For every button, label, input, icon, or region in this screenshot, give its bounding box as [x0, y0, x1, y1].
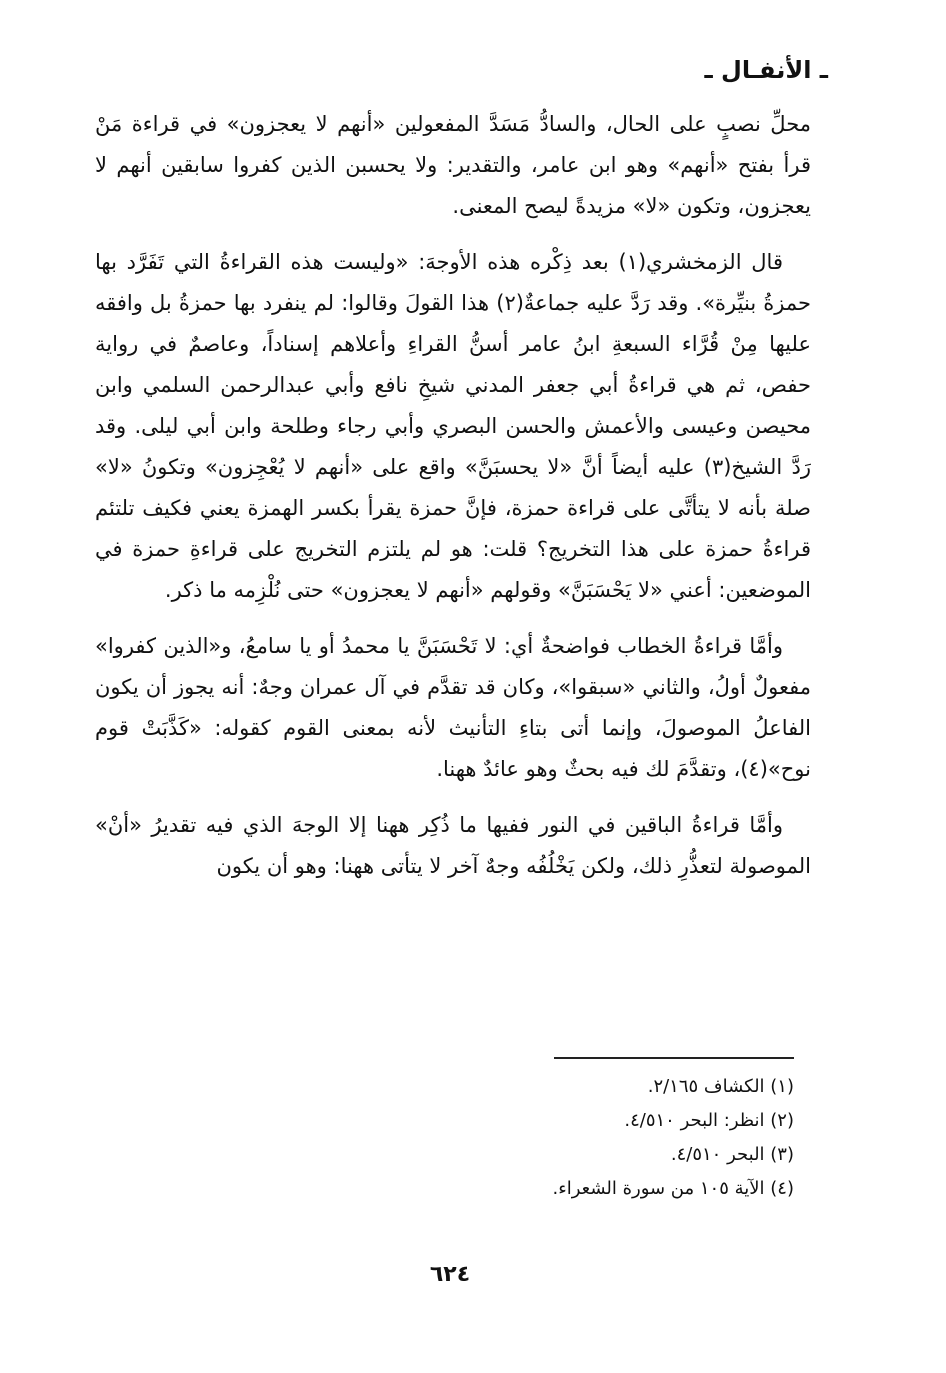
paragraph-2: قال الزمخشري(١) بعد ذِكْره هذه الأوجهَ: «وليست هذه القراءةُ التي تَفَرَّد بها حمزةُ بنيِّرة». وقد رَدَّ عليه جماعةٌ(٢) هذا القولَ وقالوا: لم ينفرد بها حمزةُ بل وافقه عليها مِنْ قُرَّاء السبعةِ ابنُ عامر أسنُّ القراءِ وأعلاهم إسناداً، وعاصمٌ في رواية حفص، ثم هي قراءةُ أبي جعفر المدني شيخِ نافع وأبي عبدالرحمن السلمي وابن محيصن وعيسى والأعمش والحسن البصري وأبي رجاء وطلحة وابن أبي ليلى. وقد رَدَّ الشيخ(٣) عليه أيضاً أنَّ «لا يحسبَنَّ» واقع على «أنهم لا يُعْجِزون» وتكونُ «لا» صلة بأنه لا يتأتَّى على قراءة حمزة، فإنَّ حمزة يقرأ بكسر الهمزة يعني فكيف تلتئم قراءةُ حمزة على هذا التخريج؟ قلت: هو لم يلتزم التخريج على قراءةِ حمزة في الموضعين: أعني «لا يَحْسَبَنَّ» وقولهم «أنهم لا يعجزون» حتى نُلْزِمه ما ذكر.: [95, 250, 812, 602]
running-header: ـ الأنفـال ـ: [704, 56, 828, 84]
footnotes: [274, 1070, 794, 1206]
paragraph-4: وأمَّا قراءةُ الباقين في النور ففيها ما ذُكِر ههنا إلا الوجهَ الذي فيه تقديرُ «أنْ» الموصولة لتعذُّرِ ذلك، ولكن يَخْلُفُه وجهٌ آخر لا يتأتى ههنا: وهو أن يكون: [95, 813, 811, 878]
footnote-3: (٣) البحر ٤/٥١٠.: [670, 1144, 794, 1165]
paragraph-3: وأمَّا قراءةُ الخطاب فواضحةٌ أي: لا تَحْسَبَنَّ يا محمدُ أو يا سامعُ، و«الذين كفروا» مفعولٌ أولُ، والثاني «سبقوا»، وكان قد تقدَّم في آل عمران وجهٌ: أنه يجوز أن يكون الفاعلُ الموصولَ، وإنما أتى بتاءِ التأنيث لأنه بمعنى القوم كقوله: «كَذَّبَتْ قوم نوح»(٤)، وتقدَّمَ لك فيه بحثٌ وهو عائدٌ ههنا.: [95, 634, 811, 781]
footnote-2: (٢) انظر: البحر ٤/٥١٠.: [624, 1110, 794, 1131]
footnote-4: (٤) الآية ١٠٥ من سورة الشعراء.: [552, 1178, 794, 1199]
footnote-separator: [554, 1057, 794, 1059]
paragraph-1: محلِّ نصبٍ على الحال، والسادُّ مَسَدَّ المفعولين «أنهم لا يعجزون» في قراءة مَنْ قرأ بفتح «أنهم» وهو ابن عامر، والتقدير: ولا يحسبن الذين كفروا سابقين أنهم لا يعجزون، وتكون «لا» مزيدةً ليصح المعنى.: [95, 112, 811, 218]
main-text: [95, 104, 811, 902]
footnote-1: (١) الكشاف ٢/١٦٥.: [647, 1076, 794, 1097]
page-number: ٦٢٤: [429, 1262, 471, 1287]
